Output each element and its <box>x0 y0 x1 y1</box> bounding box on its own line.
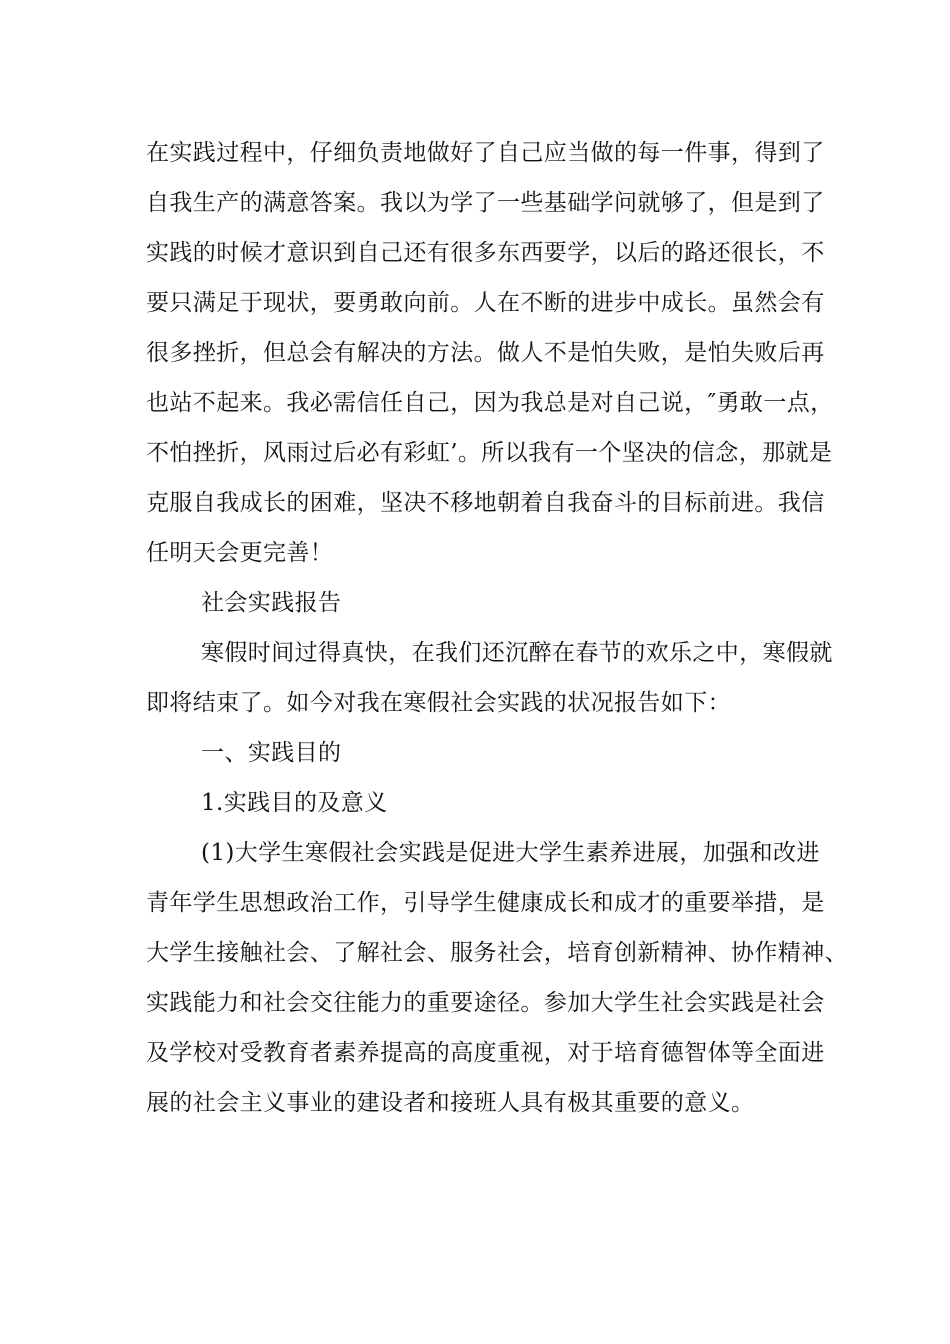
paragraph-3-line-5: 及学校对受教育者素养提高的高度重视，对于培育德智体等全面进 <box>146 1040 825 1066</box>
report-title: 社会实践报告 <box>201 590 342 616</box>
paragraph-1-line-1: 在实践过程中，仔细负责地做好了自己应当做的每一件事，得到了 <box>146 140 825 166</box>
paragraph-1-line-8: 克服自我成长的困难，坚决不移地朝着自我奋斗的目标前进。我信 <box>146 490 825 516</box>
paragraph-3-line-1: (1)大学生寒假社会实践是促进大学生素养进展，加强和改进 <box>201 840 820 866</box>
paragraph-1-line-2: 自我生产的满意答案。我以为学了一些基础学问就够了，但是到了 <box>146 190 825 216</box>
paragraph-2-line-1: 寒假时间过得真快，在我们还沉醉在春节的欢乐之中，寒假就 <box>201 640 833 666</box>
paragraph-3-line-6: 展的社会主义事业的建设者和接班人具有极其重要的意义。 <box>146 1090 755 1116</box>
section-heading: 一、实践目的 <box>201 740 342 766</box>
paragraph-1-line-3: 实践的时候才意识到自己还有很多东西要学，以后的路还很长，不 <box>146 240 825 266</box>
paragraph-1-line-5: 很多挫折，但总会有解决的方法。做人不是怕失败，是怕失败后再 <box>146 340 825 366</box>
paragraph-3-line-3: 大学生接触社会、了解社会、服务社会，培育创新精神、协作精神、 <box>146 940 848 966</box>
paragraph-3-line-4: 实践能力和社会交往能力的重要途径。参加大学生社会实践是社会 <box>146 990 825 1016</box>
paragraph-1-line-4: 要只满足于现状，要勇敢向前。人在不断的进步中成长。虽然会有 <box>146 290 825 316</box>
paragraph-1-line-9: 任明天会更完善！ <box>146 540 334 566</box>
subsection-heading: 1.实践目的及意义 <box>201 790 388 816</box>
paragraph-1-line-7: 不怕挫折，风雨过后必有彩虹’。所以我有一个坚决的信念，那就是 <box>146 440 833 466</box>
paragraph-2-line-2: 即将结束了。如今对我在寒假社会实践的状况报告如下： <box>146 690 731 716</box>
paragraph-1-line-6: 也站不起来。我必需信任自己，因为我总是对自己说，″勇敢一点， <box>146 390 834 416</box>
paragraph-3-line-2: 青年学生思想政治工作，引导学生健康成长和成才的重要举措，是 <box>146 890 825 916</box>
